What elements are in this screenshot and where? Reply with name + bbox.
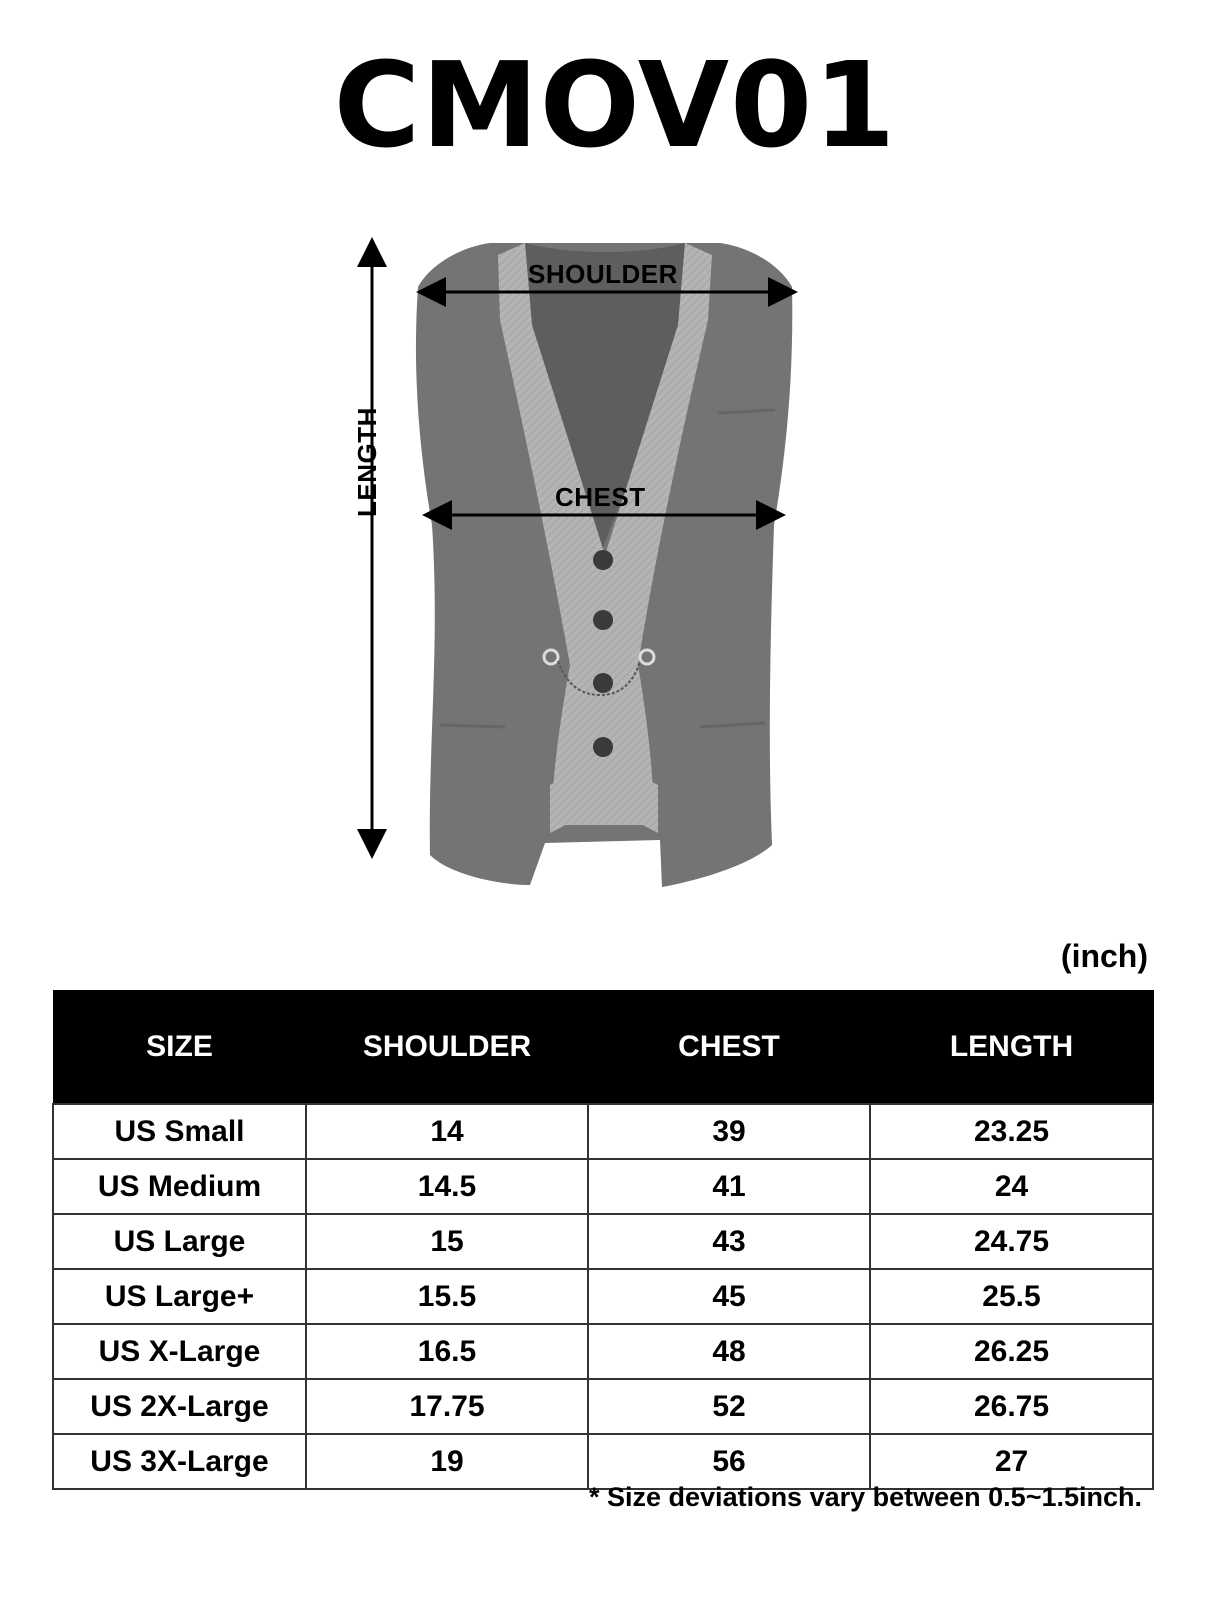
cell-chest: 41	[588, 1159, 870, 1214]
cell-size: US X-Large	[53, 1324, 306, 1379]
table-row	[53, 1104, 1153, 1159]
table-row	[53, 1214, 1153, 1269]
header-size: SIZE	[53, 991, 306, 1105]
cell-size: US 3X-Large	[53, 1434, 306, 1489]
length-label: LENGTH	[352, 407, 382, 517]
vest-button	[593, 610, 613, 630]
cell-chest: 56	[588, 1434, 870, 1489]
chest-label: CHEST	[555, 482, 646, 512]
unit-label: (inch)	[1060, 938, 1148, 974]
shoulder-label: SHOULDER	[528, 259, 678, 289]
vest-illustration	[300, 225, 860, 905]
cell-length: 23.25	[870, 1104, 1153, 1159]
cell-chest: 52	[588, 1379, 870, 1434]
table-row	[53, 1269, 1153, 1324]
vest-button	[593, 737, 613, 757]
cell-size: US Medium	[53, 1159, 306, 1214]
vest-diagram	[300, 225, 860, 905]
cell-shoulder: 19	[306, 1434, 588, 1489]
vest-button	[593, 673, 613, 693]
cell-shoulder: 15	[306, 1214, 588, 1269]
table-row	[53, 1434, 1153, 1489]
cell-chest: 39	[588, 1104, 870, 1159]
header-shoulder: SHOULDER	[306, 991, 588, 1105]
cell-chest: 43	[588, 1214, 870, 1269]
cell-shoulder: 14	[306, 1104, 588, 1159]
vest-button	[593, 550, 613, 570]
table-row	[53, 1324, 1153, 1379]
header-length: LENGTH	[870, 991, 1153, 1105]
cell-length: 25.5	[870, 1269, 1153, 1324]
cell-length: 24.75	[870, 1214, 1153, 1269]
cell-length: 24	[870, 1159, 1153, 1214]
cell-length: 26.75	[870, 1379, 1153, 1434]
cell-shoulder: 14.5	[306, 1159, 588, 1214]
cell-chest: 45	[588, 1269, 870, 1324]
cell-shoulder: 16.5	[306, 1324, 588, 1379]
cell-size: US 2X-Large	[53, 1379, 306, 1434]
cell-chest: 48	[588, 1324, 870, 1379]
cell-size: US Small	[53, 1104, 306, 1159]
vest-pocket	[440, 725, 505, 727]
cell-size: US Large+	[53, 1269, 306, 1324]
table-row	[53, 1379, 1153, 1434]
cell-shoulder: 17.75	[306, 1379, 588, 1434]
size-deviation-note: * Size deviations vary between 0.5~1.5inch.	[589, 1482, 1142, 1512]
header-chest: CHEST	[588, 991, 870, 1105]
cell-shoulder: 15.5	[306, 1269, 588, 1324]
cell-length: 26.25	[870, 1324, 1153, 1379]
cell-length: 27	[870, 1434, 1153, 1489]
page-title: CMOV01	[333, 36, 897, 174]
table-header-row	[53, 991, 1153, 1105]
cell-size: US Large	[53, 1214, 306, 1269]
table-row	[53, 1159, 1153, 1214]
size-chart-table	[52, 990, 1154, 1490]
